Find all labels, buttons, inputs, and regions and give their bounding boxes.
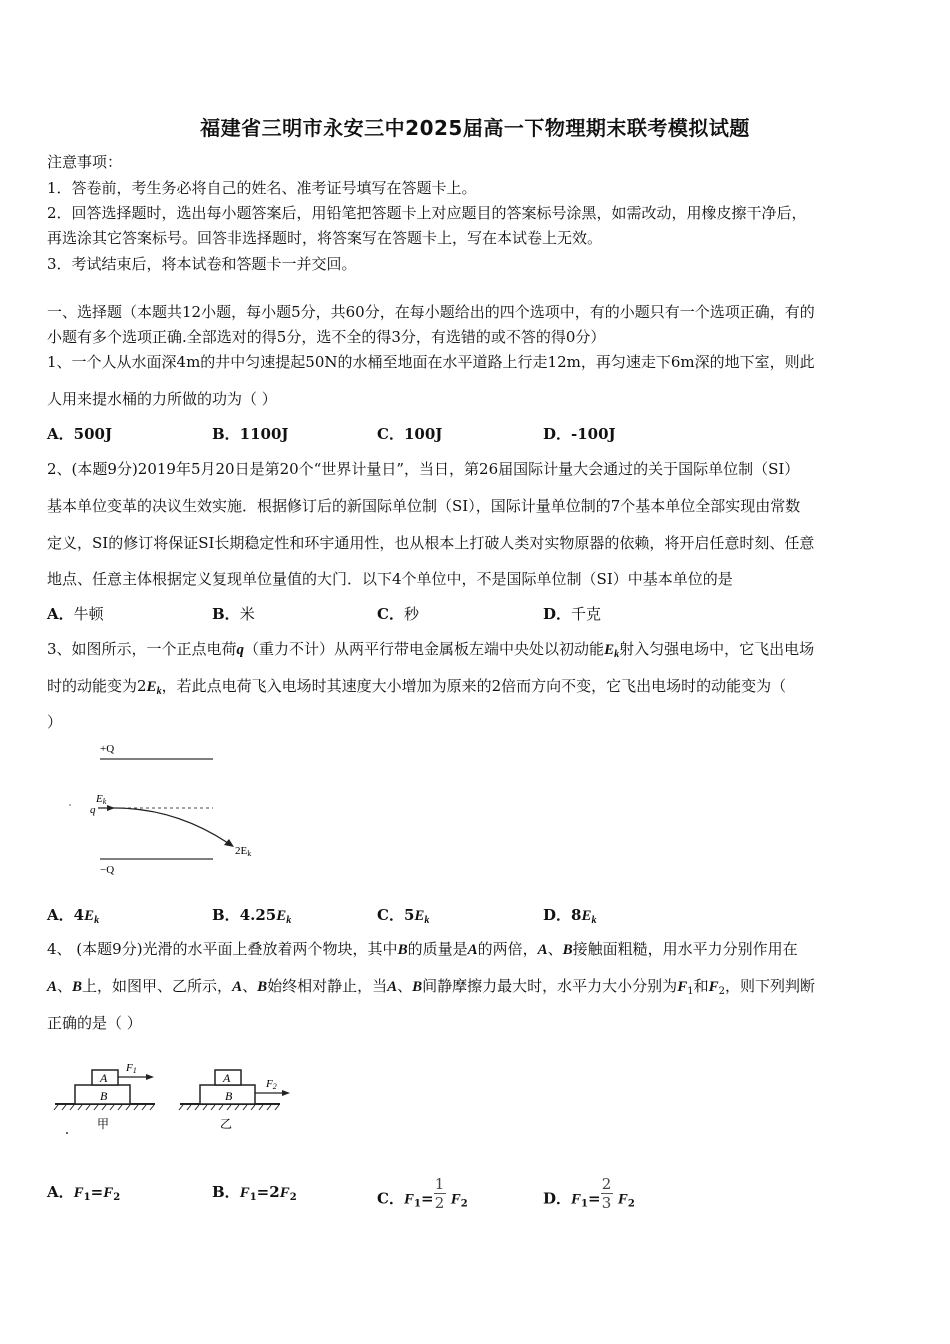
charge-label: q	[90, 804, 96, 816]
force-f2-arrow-icon	[282, 1090, 290, 1096]
notice-heading: 注意事项：	[47, 153, 123, 171]
question-1-option-c[interactable]: C．100J	[377, 425, 443, 443]
question-3-option-b[interactable]: B．$4.25E_k$	[212, 906, 292, 926]
svg-text:B: B	[100, 1089, 108, 1103]
question-4-option-c[interactable]: C．$F_1=$ $\frac{1}{2}$ $F_2$	[377, 1175, 468, 1212]
question-2-text: 定义，SI的修订将保证SI长期稳定性和环宇通用性，也从根本上打破人类对实物原器的依赖，将开启任意时刻、任意	[47, 534, 815, 552]
notice-item: 2．回答选择题时，选出每小题答案后，用铅笔把答题卡上对应题目的答案标号涂黑，如需改动，用橡皮擦干净后，	[47, 204, 807, 222]
ek-label: Ek	[96, 793, 107, 806]
f1-label: F1	[126, 1062, 137, 1075]
exit-energy-label: 2Ek	[235, 845, 252, 858]
question-4-option-d[interactable]: D．$F_1=$ $\frac{2}{3}$ $F_2$	[543, 1175, 635, 1212]
question-2-option-a[interactable]: A．牛顿	[47, 605, 104, 623]
question-1-option-b[interactable]: B．1100J	[212, 425, 289, 443]
entry-arrow-icon	[107, 805, 115, 811]
fraction-two-thirds: $\frac{2}{3}$	[601, 1175, 612, 1212]
question-4-text: 正确的是（ ）	[47, 1014, 142, 1032]
question-4-text: A、B上，如图甲、乙所示，A、B始终相对静止，当A、B间静摩擦力最大时，水平力大小分别为$F_1$和$F_2$，则下列判断	[47, 977, 815, 997]
question-2-option-c[interactable]: C．秒	[377, 605, 419, 623]
question-3-option-d[interactable]: D．$8E_k$	[543, 906, 597, 926]
svg-text:A: A	[100, 1071, 108, 1085]
question-3-text: 3、如图所示，一个正点电荷q（重力不计）从两平行带电金属板左端中央处以初动能$E_k$射入匀强电场中，它飞出电场	[47, 640, 815, 660]
figure-jia-label: 甲	[97, 1117, 110, 1131]
question-1-text: 1、一个人从水面深4m的井中匀速提起50N的水桶至地面在水平道路上行走12m，再匀速走下6m深的地下室，则此	[47, 353, 815, 371]
blocks-figure	[50, 1058, 310, 1138]
fraction-one-half: $\frac{1}{2}$	[434, 1175, 445, 1212]
question-2-option-b[interactable]: B．米	[212, 605, 255, 623]
question-2-text: 地点、任意主体根据定义复现单位量值的大门．以下4个单位中，不是国际单位制（SI）中基本单位的是	[47, 570, 733, 588]
question-3-text: 时的动能变为$2E_k$，若此点电荷飞入电场时其速度大小增加为原来的2倍而方向不变，它飞出电场时的动能变为（	[47, 677, 787, 697]
notice-item: 再选涂其它答案标号。回答非选择题时，将答案写在答题卡上，写在本试卷上无效。	[47, 229, 603, 247]
plate-negative-label: −Q	[100, 864, 115, 876]
question-4-option-a[interactable]: A．$F_1=F_2$	[47, 1183, 121, 1203]
section-instructions: 一、选择题（本题共12小题，每小题5分，共60分，在每小题给出的四个选项中，有的小题只有一个选项正确，有的	[47, 303, 815, 321]
f2-label: F2	[266, 1078, 277, 1091]
question-1-option-a[interactable]: A．500J	[47, 425, 113, 443]
figure-yi-label: 乙	[220, 1117, 233, 1131]
capacitor-figure	[60, 735, 280, 880]
question-1-text: 人用来提水桶的力所做的功为（ ）	[47, 390, 277, 408]
notice-item: 1．答卷前，考生务必将自己的姓名、准考证号填写在答题卡上。	[47, 179, 477, 197]
question-3-option-a[interactable]: A．$4E_k$	[47, 906, 100, 926]
force-f1-arrow-icon	[146, 1074, 154, 1080]
question-2-option-d[interactable]: D．千克	[543, 605, 602, 623]
svg-text:A: A	[223, 1071, 231, 1085]
question-2-text: 2、(本题9分)2019年5月20日是第20个“世界计量日”，当日，第26届国际计量大会通过的关于国际单位制（SI）	[47, 460, 800, 478]
section-instructions: 小题有多个选项正确.全部选对的得5分，选不全的得3分，有选错的或不答的得0分）	[47, 328, 606, 346]
trajectory	[98, 808, 228, 843]
question-4-option-b[interactable]: B．$F_1=2F_2$	[212, 1183, 297, 1203]
page-title: 福建省三明市永安三中2025届高一下物理期末联考模拟试题	[200, 116, 750, 140]
plate-positive-label: +Q	[100, 743, 115, 755]
svg-text:B: B	[225, 1089, 233, 1103]
question-2-text: 基本单位变革的决议生效实施．根据修订后的新国际单位制（SI），国际计量单位制的7个基本单位全部实现由常数	[47, 497, 801, 515]
trajectory-arrow-icon	[224, 839, 234, 847]
question-4-text: 4、 (本题9分)光滑的水平面上叠放着两个物块，其中B的质量是A的两倍，A、B接触面粗糙，用水平力分别作用在	[47, 940, 798, 958]
notice-item: 3．考试结束后，将本试卷和答题卡一并交回。	[47, 255, 357, 273]
question-3-text: ）	[47, 713, 63, 731]
question-3-option-c[interactable]: C．$5E_k$	[377, 906, 430, 926]
question-1-option-d[interactable]: D．-100J	[543, 425, 616, 443]
